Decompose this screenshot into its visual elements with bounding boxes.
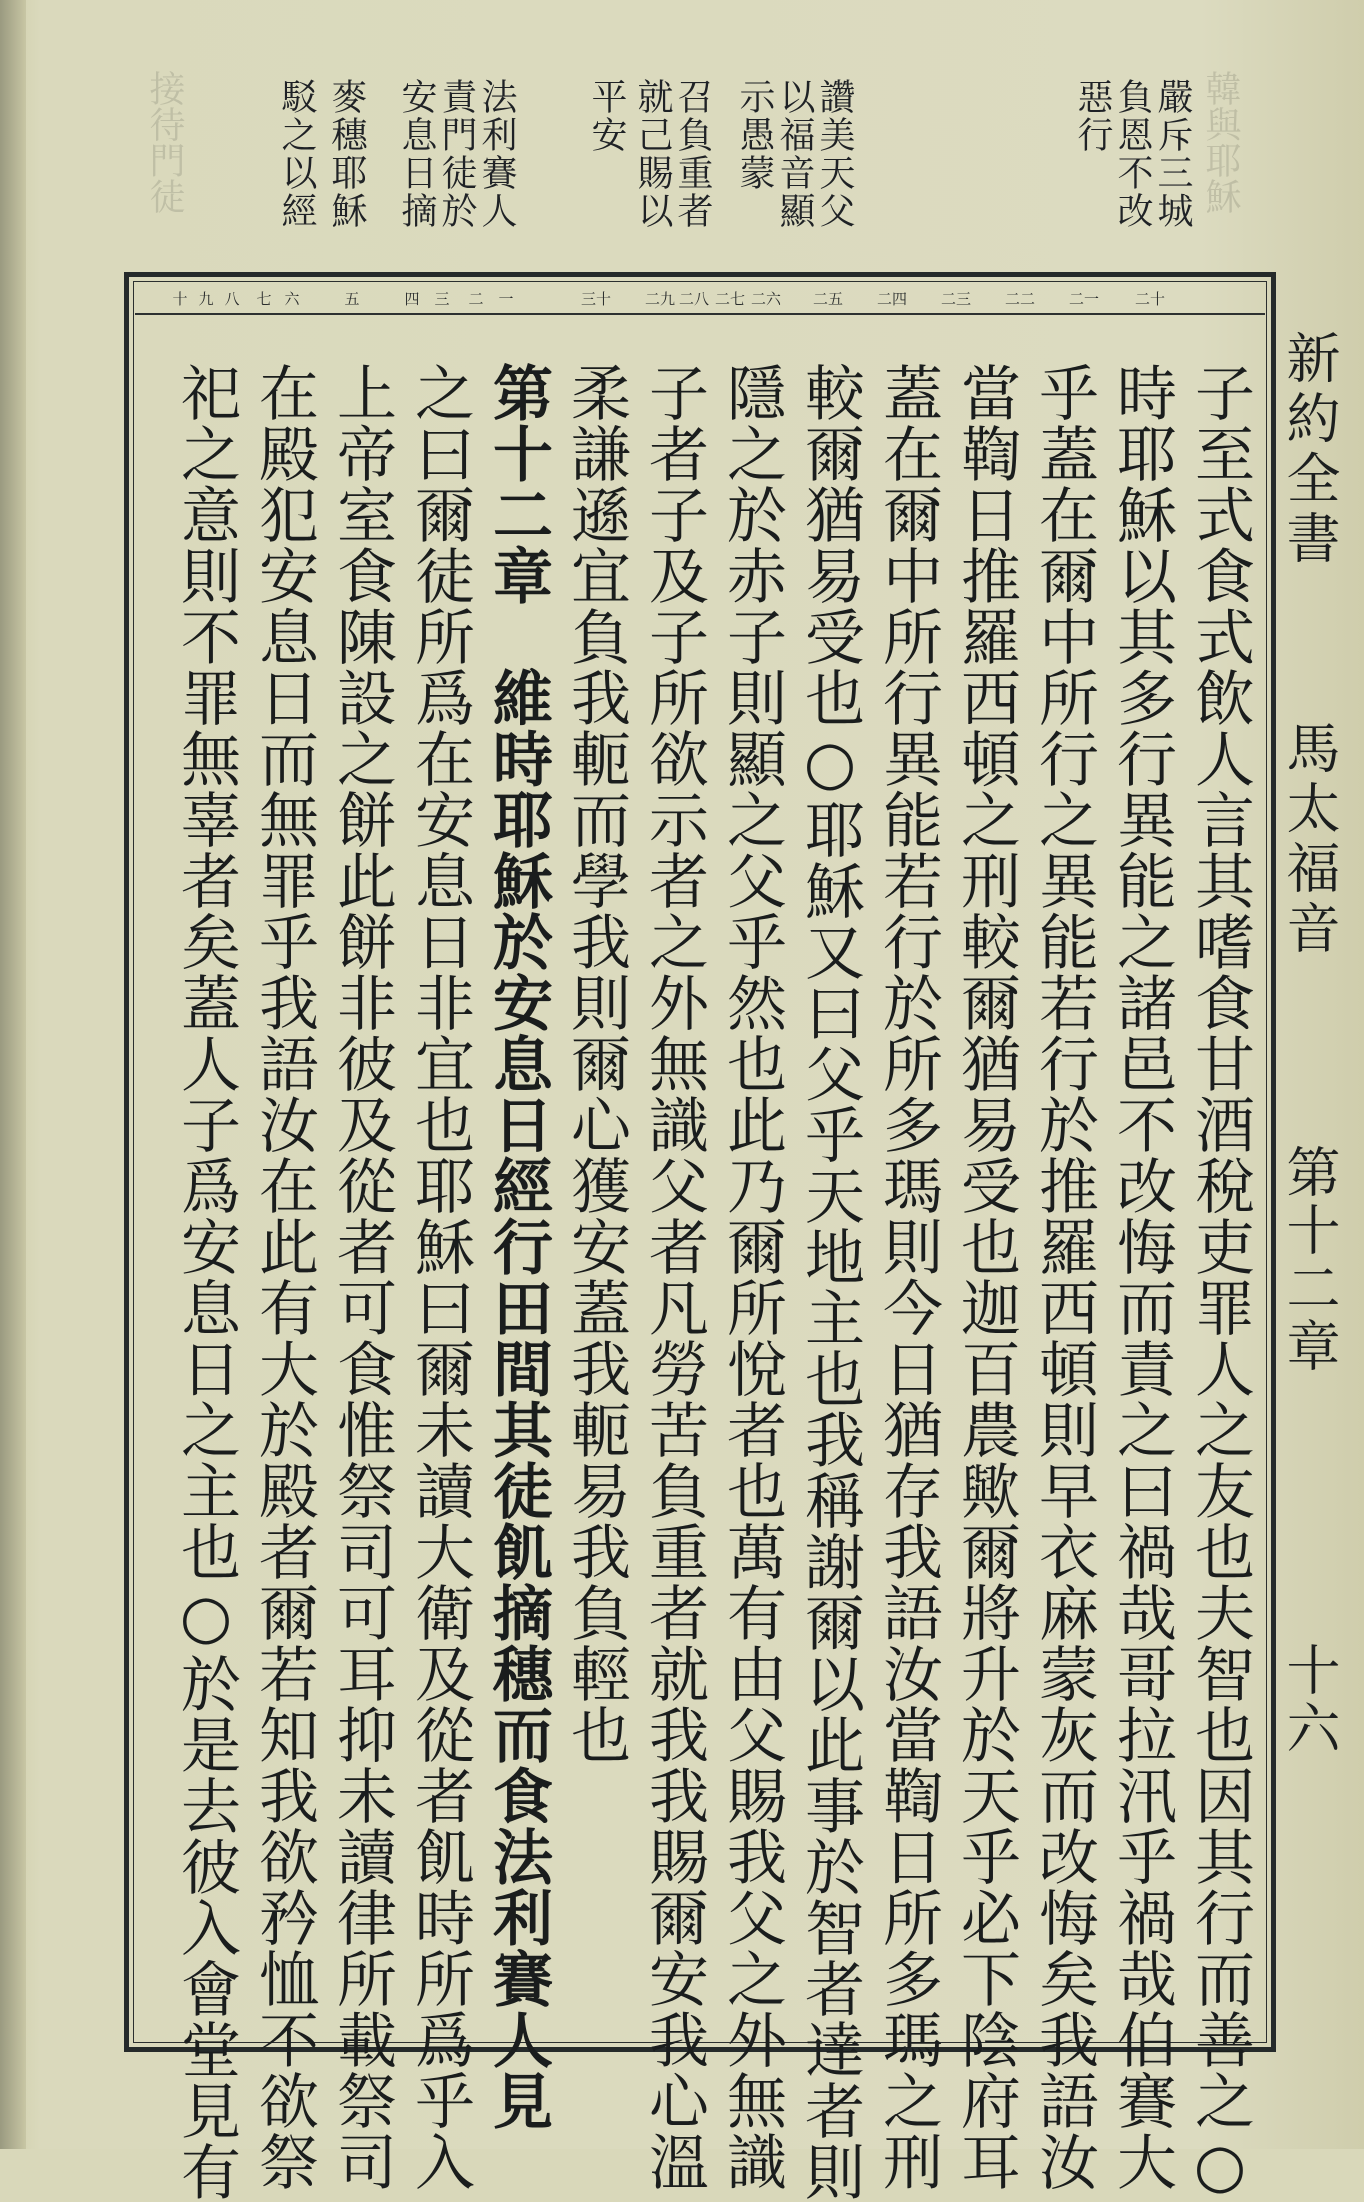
text-column: 時耶穌以其多行異能之諸邑不改悔而責之曰禍哉哥拉汛乎禍哉伯賽大 xyxy=(1107,362,1177,2192)
text-column: 較爾猶易受也○耶穌又曰父乎天地主也我稱謝爾以此事於智者達者則 xyxy=(795,362,865,2202)
text-column: 當鞫日推羅西頓之刑較爾猶易受也迦百農歟爾將升於天乎必下陰府耳 xyxy=(951,362,1021,2192)
verse-number: 六 xyxy=(284,290,300,308)
margin-note: 麥穗耶穌 xyxy=(326,78,367,230)
verse-number: 二一 xyxy=(1068,290,1099,308)
margin-note: 安息日摘 xyxy=(396,78,437,230)
margin-note: 駁之以經 xyxy=(276,78,317,230)
chapter-label: 第十二章 xyxy=(1278,1144,1341,1376)
show-through-text: 韓與耶穌 xyxy=(1200,70,1241,214)
text-column: 在殿犯安息日而無罪乎我語汝在此有大於殿者爾若知我欲矜恤不欲祭 xyxy=(249,362,319,2192)
chapter-heading-column: 第十二章 維時耶穌於安息日經行田間其徒飢摘穗而食法利賽人見 xyxy=(483,362,553,2131)
page-number: 十六 xyxy=(1278,1642,1341,1758)
margin-note: 示愚蒙 xyxy=(734,78,775,192)
margin-note: 嚴斥三城 xyxy=(1152,78,1193,230)
verse-number: 二六 xyxy=(750,290,781,308)
text-column: 祀之意則不罪無辜者矣蓋人子爲安息日之主也○於是去彼入會堂見有 xyxy=(171,362,241,2202)
verse-number: 二八 xyxy=(678,290,709,308)
margin-note: 責門徒於 xyxy=(436,78,477,230)
verse-number: 十 xyxy=(172,290,188,308)
margin-note: 負恩不改 xyxy=(1112,78,1153,230)
text-column: 乎蓋在爾中所行之異能若行於推羅西頓則早衣麻蒙灰而改悔矣我語汝 xyxy=(1029,362,1099,2192)
verse-number: 二四 xyxy=(876,290,907,308)
book-gutter xyxy=(0,0,26,2149)
verse-number: 三 xyxy=(434,290,450,308)
verse-number: 二九 xyxy=(644,290,675,308)
margin-note: 法利賽人 xyxy=(476,78,517,230)
margin-note: 惡行 xyxy=(1072,78,1113,154)
show-through-text: 接待門徒 xyxy=(144,70,185,214)
margin-note: 平安 xyxy=(586,78,627,154)
margin-note: 召負重者 xyxy=(672,78,713,230)
verse-number: 三十 xyxy=(580,290,611,308)
verse-number: 八 xyxy=(224,290,240,308)
verse-number: 四 xyxy=(404,290,420,308)
text-column: 柔謙遜宜負我軛而學我則爾心獲安蓋我軛易我負輕也 xyxy=(561,362,631,1765)
verse-number: 一 xyxy=(498,290,514,308)
margin-note: 以福音顯 xyxy=(774,78,815,230)
text-column: 之曰爾徒所爲在安息日非宜也耶穌曰爾未讀大衛及從者飢時所爲乎入 xyxy=(405,362,475,2192)
verse-number: 二十 xyxy=(1134,290,1165,308)
gospel-title: 馬太福音 xyxy=(1278,720,1341,960)
text-column: 上帝室食陳設之餅此餅非彼及從者可食惟祭司可耳抑未讀律所載祭司 xyxy=(327,362,397,2192)
verse-number: 二二 xyxy=(1004,290,1035,308)
verse-number: 二三 xyxy=(940,290,971,308)
margin-note: 讚美天父 xyxy=(814,78,855,230)
verse-number: 九 xyxy=(198,290,214,308)
verse-number-rule xyxy=(135,313,1265,315)
verse-number: 二 xyxy=(468,290,484,308)
verse-number: 二七 xyxy=(714,290,745,308)
book-title: 新約全書 xyxy=(1278,330,1341,570)
margin-note: 就己賜以 xyxy=(632,78,673,230)
text-column: 蓋在爾中所行異能若行於所多瑪則今日猶存我語汝當鞫日所多瑪之刑 xyxy=(873,362,943,2192)
text-column: 子者子及子所欲示者之外無識父者凡勞苦負重者就我我賜爾安我心溫 xyxy=(639,362,709,2192)
text-column: 隱之於赤子則顯之父乎然也此乃爾所悅者也萬有由父賜我父之外無識 xyxy=(717,362,787,2192)
verse-number: 二五 xyxy=(812,290,843,308)
verse-number: 七 xyxy=(256,290,272,308)
verse-number: 五 xyxy=(344,290,360,308)
text-column: 子至式食式飲人言其嗜食甘酒稅吏罪人之友也夫智也因其行而善之○ xyxy=(1185,362,1255,2202)
